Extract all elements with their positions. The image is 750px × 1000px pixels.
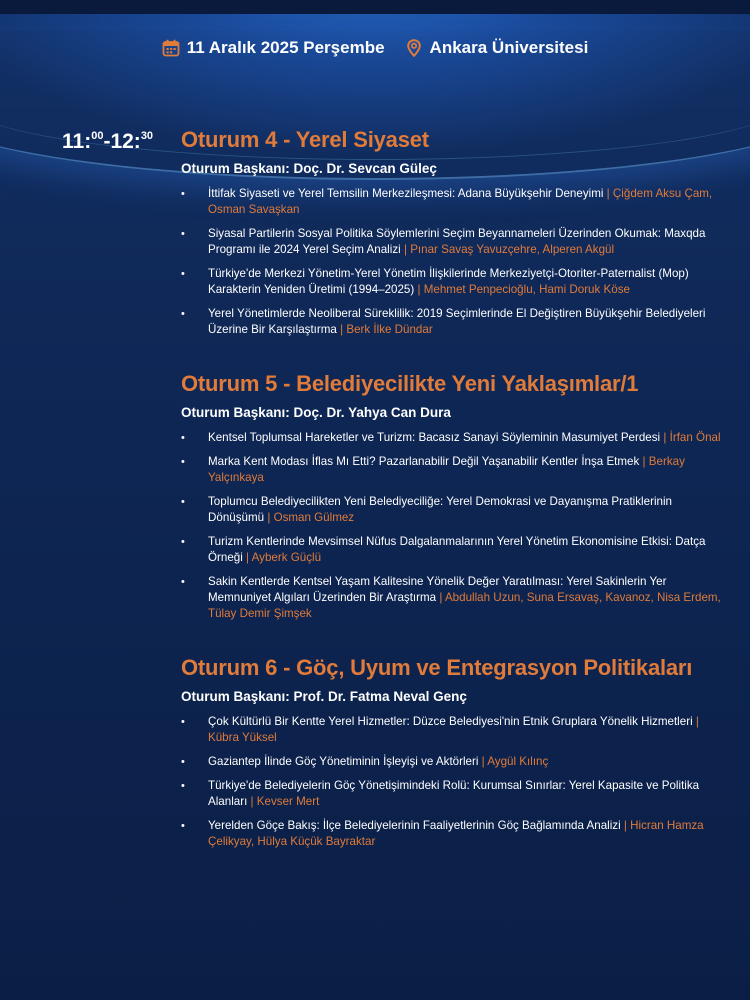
separator-bar: | <box>267 511 271 524</box>
chair-name: Doç. Dr. Sevcan Güleç <box>293 161 437 176</box>
separator-bar: | <box>623 819 627 832</box>
top-strip <box>0 0 750 14</box>
event-date-text: 11 Aralık 2025 Perşembe <box>186 38 385 57</box>
separator-bar: | <box>481 755 485 768</box>
talk-item <box>181 430 721 446</box>
talk-item <box>181 266 721 298</box>
event-date <box>162 38 385 58</box>
talk-item <box>181 494 721 526</box>
talk-title: Türkiye'de Belediyelerin Göç Yönetişimindeki Rolü: Kurumsal Sınırlar: Yerel Kapasite ve Politika Alanları <box>208 779 700 808</box>
separator-bar: | <box>417 283 421 296</box>
bullet-icon: • <box>181 456 185 468</box>
session-block <box>181 126 721 338</box>
talk-item <box>181 534 721 566</box>
talk-title: İttifak Siyaseti ve Yerel Temsilin Merkezileşmesi: Adana Büyükşehir Deneyimi <box>208 187 604 200</box>
session-chair <box>181 160 721 178</box>
bullet-icon: • <box>181 496 185 508</box>
session-title: Oturum 4 - Yerel Siyaset <box>181 127 429 152</box>
talk-item <box>181 714 721 746</box>
talk-item <box>181 818 721 850</box>
talk-authors: Abdullah Uzun, Suna Ersavaş, Kavanoz, Nisa Erdem, Tülay Demir Şimşek <box>208 591 721 620</box>
separator-bar: | <box>250 795 254 808</box>
time-start-min: 00 <box>91 130 104 142</box>
talk-authors: Berkay Yalçınkaya <box>208 455 685 484</box>
talk-authors: Hicran Hamza Çelikyay, Hülya Küçük Bayraktar <box>208 819 704 848</box>
talk-authors: Kübra Yüksel <box>208 731 277 744</box>
talk-item <box>181 306 721 338</box>
separator-bar: | <box>403 243 407 256</box>
bullet-icon: • <box>181 576 185 588</box>
bullet-icon: • <box>181 536 185 548</box>
session-title: Oturum 6 - Göç, Uyum ve Entegrasyon Politikaları <box>181 655 693 680</box>
bullet-icon: • <box>181 308 185 320</box>
chair-name: Prof. Dr. Fatma Neval Genç <box>293 689 467 704</box>
talk-title: Yerel Yönetimlerde Neoliberal Süreklilik: 2019 Seçimlerinde El Değiştiren Büyükşehir Belediyeleri Üzerine Bir Karşılaştırma <box>208 307 706 336</box>
bullet-icon: • <box>181 756 185 768</box>
talk-authors: Pınar Savaş Yavuzçehre, Alperen Akgül <box>410 243 615 256</box>
talk-item <box>181 454 721 486</box>
chair-label: Oturum Başkanı: <box>181 161 290 176</box>
talk-item <box>181 574 721 622</box>
time-separator: -12: <box>103 130 141 153</box>
talk-title: Yerelden Göçe Bakış: İlçe Belediyelerinin Faaliyetlerinin Göç Bağlamında Analizi <box>208 819 621 832</box>
separator-bar: | <box>340 323 344 336</box>
separator-bar: | <box>695 715 699 728</box>
talk-title: Türkiye'de Merkezi Yönetim-Yerel Yönetim İlişkilerinde Merkeziyetçi-Otoriter-Paternalist (Mop) Karakterin Yeniden Üretimi (1994–2025) <box>208 267 689 296</box>
bullet-icon: • <box>181 268 185 280</box>
event-location <box>405 38 589 58</box>
session-chair <box>181 688 721 706</box>
separator-bar: | <box>642 455 646 468</box>
bullet-icon: • <box>181 820 185 832</box>
separator-bar: | <box>246 551 250 564</box>
talk-title: Çok Kültürlü Bir Kentte Yerel Hizmetler: Düzce Belediyesi'nin Etnik Gruplara Yönelik Hizmetleri <box>208 715 693 728</box>
separator-bar: | <box>606 187 610 200</box>
talk-item <box>181 226 721 258</box>
chair-name: Doç. Dr. Yahya Can Dura <box>293 405 451 420</box>
talk-title: Gaziantep İlinde Göç Yönetiminin İşleyişi ve Aktörleri <box>208 755 479 768</box>
bullet-icon: • <box>181 188 185 200</box>
talk-authors: Çiğdem Aksu Çam, Osman Savaşkan <box>208 187 713 216</box>
calendar-icon <box>162 39 180 57</box>
time-end-min: 30 <box>140 130 154 142</box>
talk-item <box>181 186 721 218</box>
chair-label: Oturum Başkanı: <box>181 689 290 704</box>
talk-authors: Ayberk Güçlü <box>251 551 322 564</box>
bullet-icon: • <box>181 228 185 240</box>
time-start-hour: 11: <box>62 130 92 153</box>
separator-bar: | <box>439 591 443 604</box>
talk-authors: Kevser Mert <box>256 795 320 808</box>
talk-item <box>181 778 721 810</box>
talk-title: Kentsel Toplumsal Hareketler ve Turizm: Bacasız Sanayi Söyleminin Masumiyet Perdesi <box>208 431 661 444</box>
bullet-icon: • <box>181 716 185 728</box>
session-block <box>181 654 721 850</box>
location-pin-icon <box>405 39 423 57</box>
talk-authors: Aygül Kılınç <box>487 755 549 768</box>
talk-authors: Berk İlke Dündar <box>346 323 433 336</box>
event-header <box>0 38 750 58</box>
session-chair <box>181 404 721 422</box>
talk-title: Toplumcu Belediyecilikten Yeni Belediyeciliğe: Yerel Demokrasi ve Dayanışma Pratiklerinin Dönüşümü <box>208 495 672 524</box>
talk-authors: Osman Gülmez <box>273 511 355 524</box>
bullet-icon: • <box>181 432 185 444</box>
talk-title: Marka Kent Modası İflas Mı Etti? Pazarlanabilir Değil Yaşanabilir Kentler İnşa Etmek <box>208 455 640 468</box>
separator-bar: | <box>663 431 667 444</box>
session-title: Oturum 5 - Belediyecilikte Yeni Yaklaşımlar/1 <box>181 371 639 396</box>
talk-title: Sakin Kentlerde Kentsel Yaşam Kalitesine Yönelik Değer Yaratılması: Yerel Sakinlerin Yer Memnuniyet Algıları Üzerinden Bir Araştırma <box>208 575 667 604</box>
talk-authors: Mehmet Penpecioğlu, Hami Doruk Köse <box>423 283 630 296</box>
chair-label: Oturum Başkanı: <box>181 405 290 420</box>
event-location-text: Ankara Üniversitesi <box>429 38 589 57</box>
sessions-list <box>181 126 721 882</box>
talk-title: Turizm Kentlerinde Mevsimsel Nüfus Dalgalanmalarının Yerel Yönetim Ekonomisine Etkisi: Datça Örneği <box>208 535 706 564</box>
session-block <box>181 370 721 622</box>
session-time <box>62 130 153 154</box>
talk-title: Siyasal Partilerin Sosyal Politika Söylemlerini Seçim Beyannameleri Üzerinden Okumak: Maxqda Programı ile 2024 Yerel Seçim Analizi <box>208 227 706 256</box>
talk-item <box>181 754 721 770</box>
talk-authors: İrfan Önal <box>669 431 721 444</box>
bullet-icon: • <box>181 780 185 792</box>
